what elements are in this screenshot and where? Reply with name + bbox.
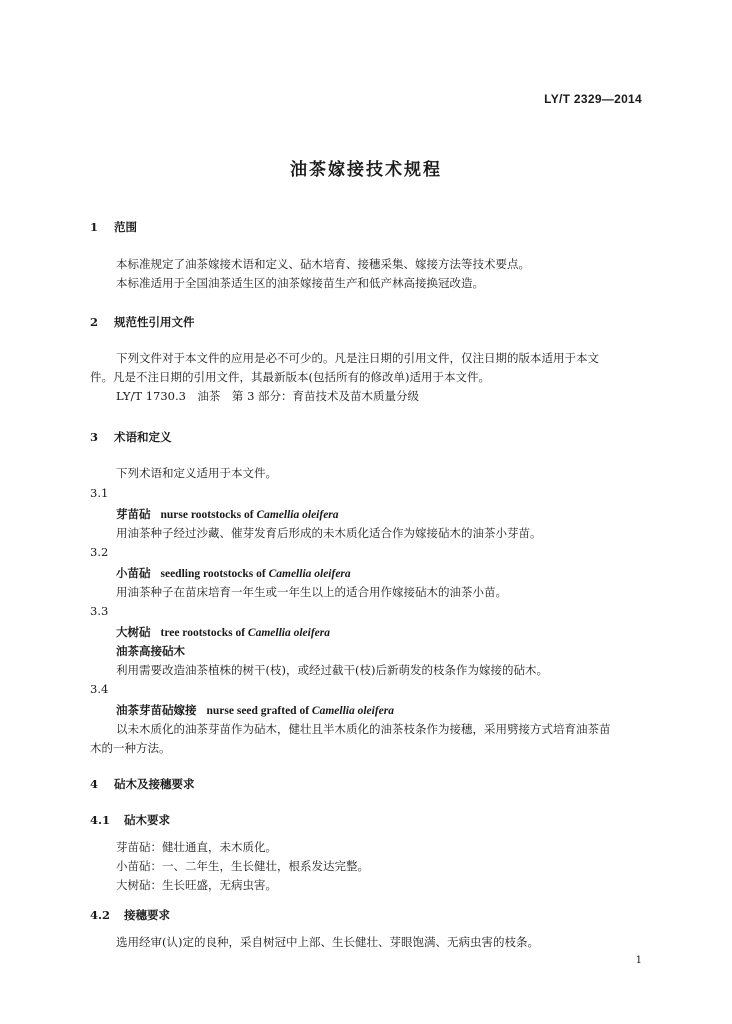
term-english-prefix: seedling rootstocks of (160, 568, 269, 580)
term-english (161, 568, 351, 580)
term-3-1-heading (116, 505, 339, 524)
term-chinese: 芽苗砧 (116, 507, 151, 521)
section-title: 规范性引用文件 (114, 315, 195, 329)
term-english-species: Camellia oleifera (268, 568, 351, 580)
rootstock-requirement-seedling: 小苗砧：一、二年生，生长健壮，根系发达完整。 (116, 859, 369, 873)
section-3-heading (90, 429, 172, 445)
section-number: 1 (90, 220, 99, 234)
standard-code: LY/T 2329—2014 (544, 92, 642, 106)
term-english-prefix: nurse seed grafted of (206, 705, 312, 717)
term-english-species: Camellia oleifera (311, 705, 394, 717)
document-title: 油茶嫁接技术规程 (290, 160, 442, 180)
subsection-number: 4.1 (90, 813, 111, 827)
term-3-4-number: 3.4 (90, 682, 109, 696)
term-3-4-heading (116, 701, 394, 720)
subsection-number: 4.2 (90, 908, 111, 922)
term-chinese: 油茶芽苗砧嫁接 (116, 703, 197, 717)
section-number: 4 (90, 777, 99, 791)
section-1-paragraph-1: 本标准规定了油茶嫁接术语和定义、砧木培育、接穗采集、嫁接方法等技术要点。 (116, 257, 530, 271)
term-3-2-definition: 用油茶种子在苗床培育一年生或一年生以上的适合用作嫁接砧木的油茶小苗。 (116, 585, 507, 599)
term-chinese: 小苗砧 (116, 566, 151, 580)
term-english-prefix: tree rootstocks of (160, 627, 248, 639)
section-2-heading (90, 314, 195, 330)
section-2-paragraph-line-2: 件。凡是不注日期的引用文件，其最新版本(包括所有的修改单)适用于本文件。 (90, 370, 490, 384)
section-title: 术语和定义 (114, 430, 172, 444)
subsection-title: 砧木要求 (124, 813, 170, 827)
term-english (207, 705, 395, 717)
rootstock-requirement-nurse: 芽苗砧：健壮通直，未木质化。 (116, 840, 277, 854)
scion-requirement: 选用经审(认)定的良种，采自树冠中上部、生长健壮、芽眼饱满、无病虫害的枝条。 (116, 935, 539, 949)
section-title: 砧木及接穗要求 (114, 777, 195, 791)
term-3-2-heading (116, 564, 351, 583)
term-english-species: Camellia oleifera (256, 509, 339, 521)
term-english (161, 627, 331, 639)
section-2-paragraph-line-1: 下列文件对于本文件的应用是必不可少的。凡是注日期的引用文件，仅注日期的版本适用于本文 (116, 351, 599, 365)
term-3-3-heading (116, 623, 330, 642)
term-3-2-number: 3.2 (90, 545, 109, 559)
term-english-prefix: nurse rootstocks of (160, 509, 257, 521)
section-1-paragraph-2: 本标准适用于全国油茶适生区的油茶嫁接苗生产和低产林高接换冠改造。 (116, 276, 484, 290)
section-1-heading (90, 219, 137, 235)
section-title: 范围 (114, 220, 137, 234)
term-english (161, 509, 339, 521)
page-number: 1 (635, 955, 642, 966)
subsection-4-2-heading (90, 907, 170, 923)
term-3-3-number: 3.3 (90, 604, 109, 618)
term-3-1-definition: 用油茶种子经过沙藏、催芽发育后形成的未木质化适合作为嫁接砧木的油茶小芽苗。 (116, 526, 542, 540)
subsection-4-1-heading (90, 812, 170, 828)
term-chinese: 大树砧 (116, 625, 151, 639)
term-3-4-definition-line-1: 以未木质化的油茶芽苗作为砧木，健壮且半木质化的油茶枝条作为接穗，采用劈接方式培育油茶苗 (116, 722, 611, 736)
term-3-3-alternate: 油茶高接砧木 (116, 644, 185, 658)
term-3-3-definition: 利用需要改造油茶植株的树干(枝)，或经过截干(枝)后新萌发的枝条作为嫁接的砧木。 (116, 663, 548, 677)
section-number: 2 (90, 315, 99, 329)
term-3-4-definition-line-2: 木的一种方法。 (90, 741, 171, 755)
section-number: 3 (90, 430, 99, 444)
term-3-1-number: 3.1 (90, 486, 109, 500)
term-english-species: Camellia oleifera (247, 627, 330, 639)
rootstock-requirement-tree: 大树砧：生长旺盛，无病虫害。 (116, 878, 277, 892)
section-4-heading (90, 776, 195, 792)
subsection-title: 接穗要求 (124, 908, 170, 922)
section-3-intro: 下列术语和定义适用于本文件。 (116, 466, 277, 480)
normative-reference: LY/T 1730.3 油茶 第 3 部分：育苗技术及苗木质量分级 (116, 389, 420, 403)
